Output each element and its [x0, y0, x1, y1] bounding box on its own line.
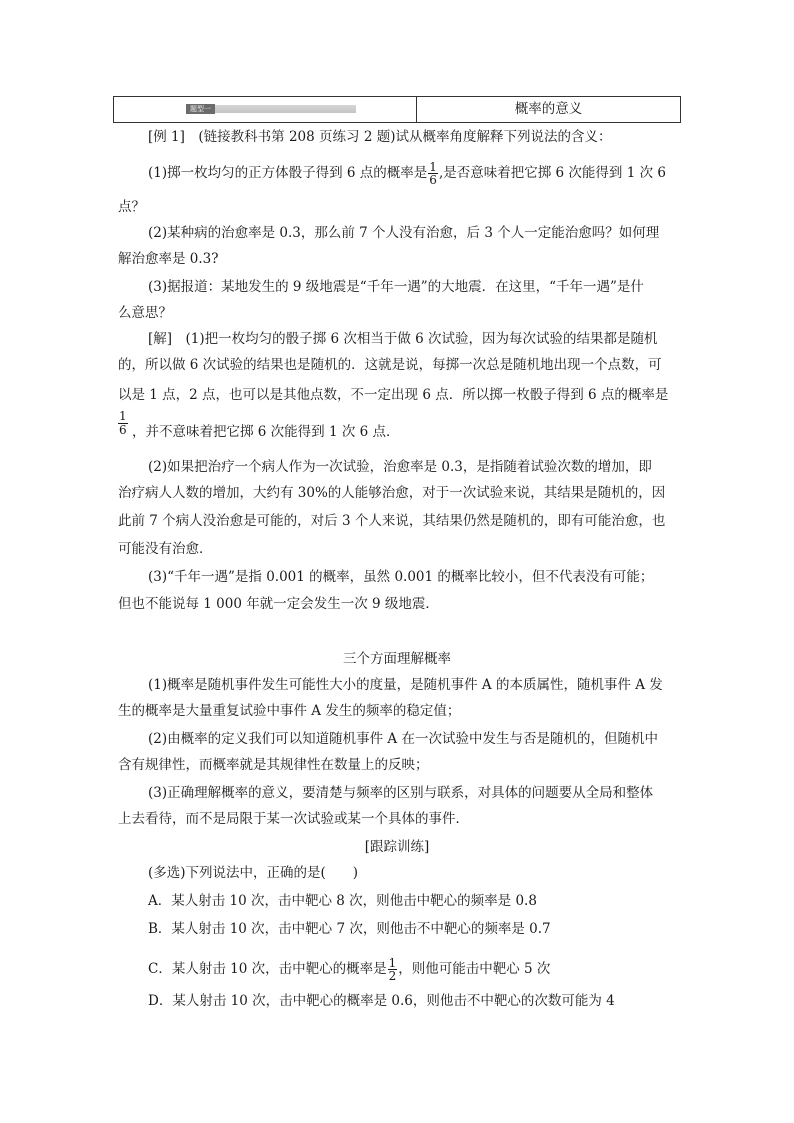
question-1-text-a: (1)掷一枚均匀的正方体骰子得到 6 点的概率是 — [148, 165, 428, 181]
fraction-numerator: 1 — [429, 160, 437, 174]
option-d: D．某人射击 10 次，击中靶心的概率是 0.6，则他击不中靶心的次数可能为 4 — [148, 993, 615, 1009]
example-intro: [例 1] (链接教科书第 208 页练习 2 题)试从概率角度解释下列说法的含义： — [148, 129, 612, 145]
summary-3-line-1: (3)正确理解概率的意义，要清楚与频率的区别与联系，对具体的问题要从全局和整体 — [148, 785, 654, 801]
fraction-denominator: 6 — [429, 173, 437, 187]
option-b: B．某人射击 10 次，击中靶心 7 次，则他击不中靶心的频率是 0.7 — [148, 921, 551, 937]
solution-2-line-2: 治疗病人人数的增加，大约有 30%的人能够治愈，对于一次试验来说，其结果是随机的，因 — [118, 485, 666, 501]
section-badge: 题型一 — [186, 104, 215, 114]
fraction — [388, 957, 398, 982]
summary-title: 三个方面理解概率 — [343, 651, 451, 667]
option-c-text-a: C．某人射击 10 次，击中靶心的概率是 — [148, 961, 387, 977]
summary-2-line-2: 含有规律性，而概率就是其规律性在数量上的反映； — [118, 757, 429, 773]
fraction-denominator: 2 — [388, 969, 397, 983]
solution-1-line-1: [解] (1)把一枚均匀的骰子掷 6 次相当于做 6 次试验，因为每次试验的结果都是随机 — [148, 331, 658, 347]
question-1-text-b: ,是否意味着把它掷 6 次能得到 1 次 6 — [438, 165, 666, 181]
option-c — [148, 957, 550, 982]
solution-2-line-4: 可能没有治愈． — [118, 541, 213, 557]
question-3-line-2: 么意思？ — [118, 305, 172, 321]
solution-3-line-2: 但也不能说每 1 000 年就一定会发生一次 9 级地震． — [118, 596, 439, 612]
question-2-line-2: 解治愈率是 0.3? — [118, 251, 219, 267]
summary-1-line-2: 生的概率是大量重复试验中事件 A 发生的频率的稳定值； — [118, 703, 461, 719]
option-a: A．某人射击 10 次，击中靶心 8 次，则他击中靶心的频率是 0.8 — [148, 893, 537, 909]
solution-1-line-3: 以是 1 点，2 点，也可以是其他点数，不一定出现 6 点．所以掷一枚骰子得到 6 点的概率是 — [118, 387, 669, 403]
solution-2-line-1: (2)如果把治疗一个病人作为一次试验，治愈率是 0.3，是指随着试验次数的增加，即 — [148, 459, 652, 475]
section-header-table — [113, 96, 681, 123]
question-1-line-1 — [148, 161, 666, 186]
fraction-denominator: 6 — [119, 423, 127, 437]
practice-question: (多选)下列说法中，正确的是( ) — [148, 865, 359, 881]
section-title: 概率的意义 — [514, 101, 583, 117]
fraction-numerator: 1 — [388, 956, 397, 970]
summary-3-line-2: 上去看待，而不是局限于某一次试验或某一个具体的事件． — [118, 811, 469, 827]
solution-1-line-2: 的，所以做 6 次试验的结果也是随机的．这就是说，每掷一次总是随机地出现一个点数，可 — [118, 357, 662, 373]
question-3-line-1: (3)据报道：某地发生的 9 级地震是“千年一遇”的大地震．在这里，“千年一遇”是什 — [148, 279, 644, 295]
header-left-cell — [114, 97, 417, 122]
summary-2-line-1: (2)由概率的定义我们可以知道随机事件 A 在一次试验中发生与否是随机的，但随机中 — [148, 731, 658, 747]
solution-1-line-4: ，并不意味着把它掷 6 次能得到 1 次 6 点． — [132, 424, 400, 440]
fraction — [118, 410, 128, 437]
practice-title: [跟踪训练] — [364, 839, 430, 855]
solution-3-line-1: (3)“千年一遇”是指 0.001 的概率，虽然 0.001 的概率比较小，但不代表没有可能； — [148, 569, 654, 585]
fraction-numerator: 1 — [119, 409, 127, 423]
option-c-text-b: ，则他可能击中靶心 5 次 — [398, 961, 551, 977]
question-2-line-1: (2)某种病的治愈率是 0.3，那么前 7 个人没有治愈，后 3 个人一定能治愈吗？如何理 — [148, 225, 660, 241]
summary-1-line-1: (1)概率是随机事件发生可能性大小的度量，是随机事件 A 的本质属性，随机事件 A 发 — [148, 677, 663, 693]
solution-2-line-3: 此前 7 个病人没治愈是可能的，对后 3 个人来说，其结果仍然是随机的，即有可能治愈，也 — [118, 513, 666, 529]
question-1-line-2: 点？ — [118, 199, 145, 215]
fraction — [428, 161, 438, 186]
